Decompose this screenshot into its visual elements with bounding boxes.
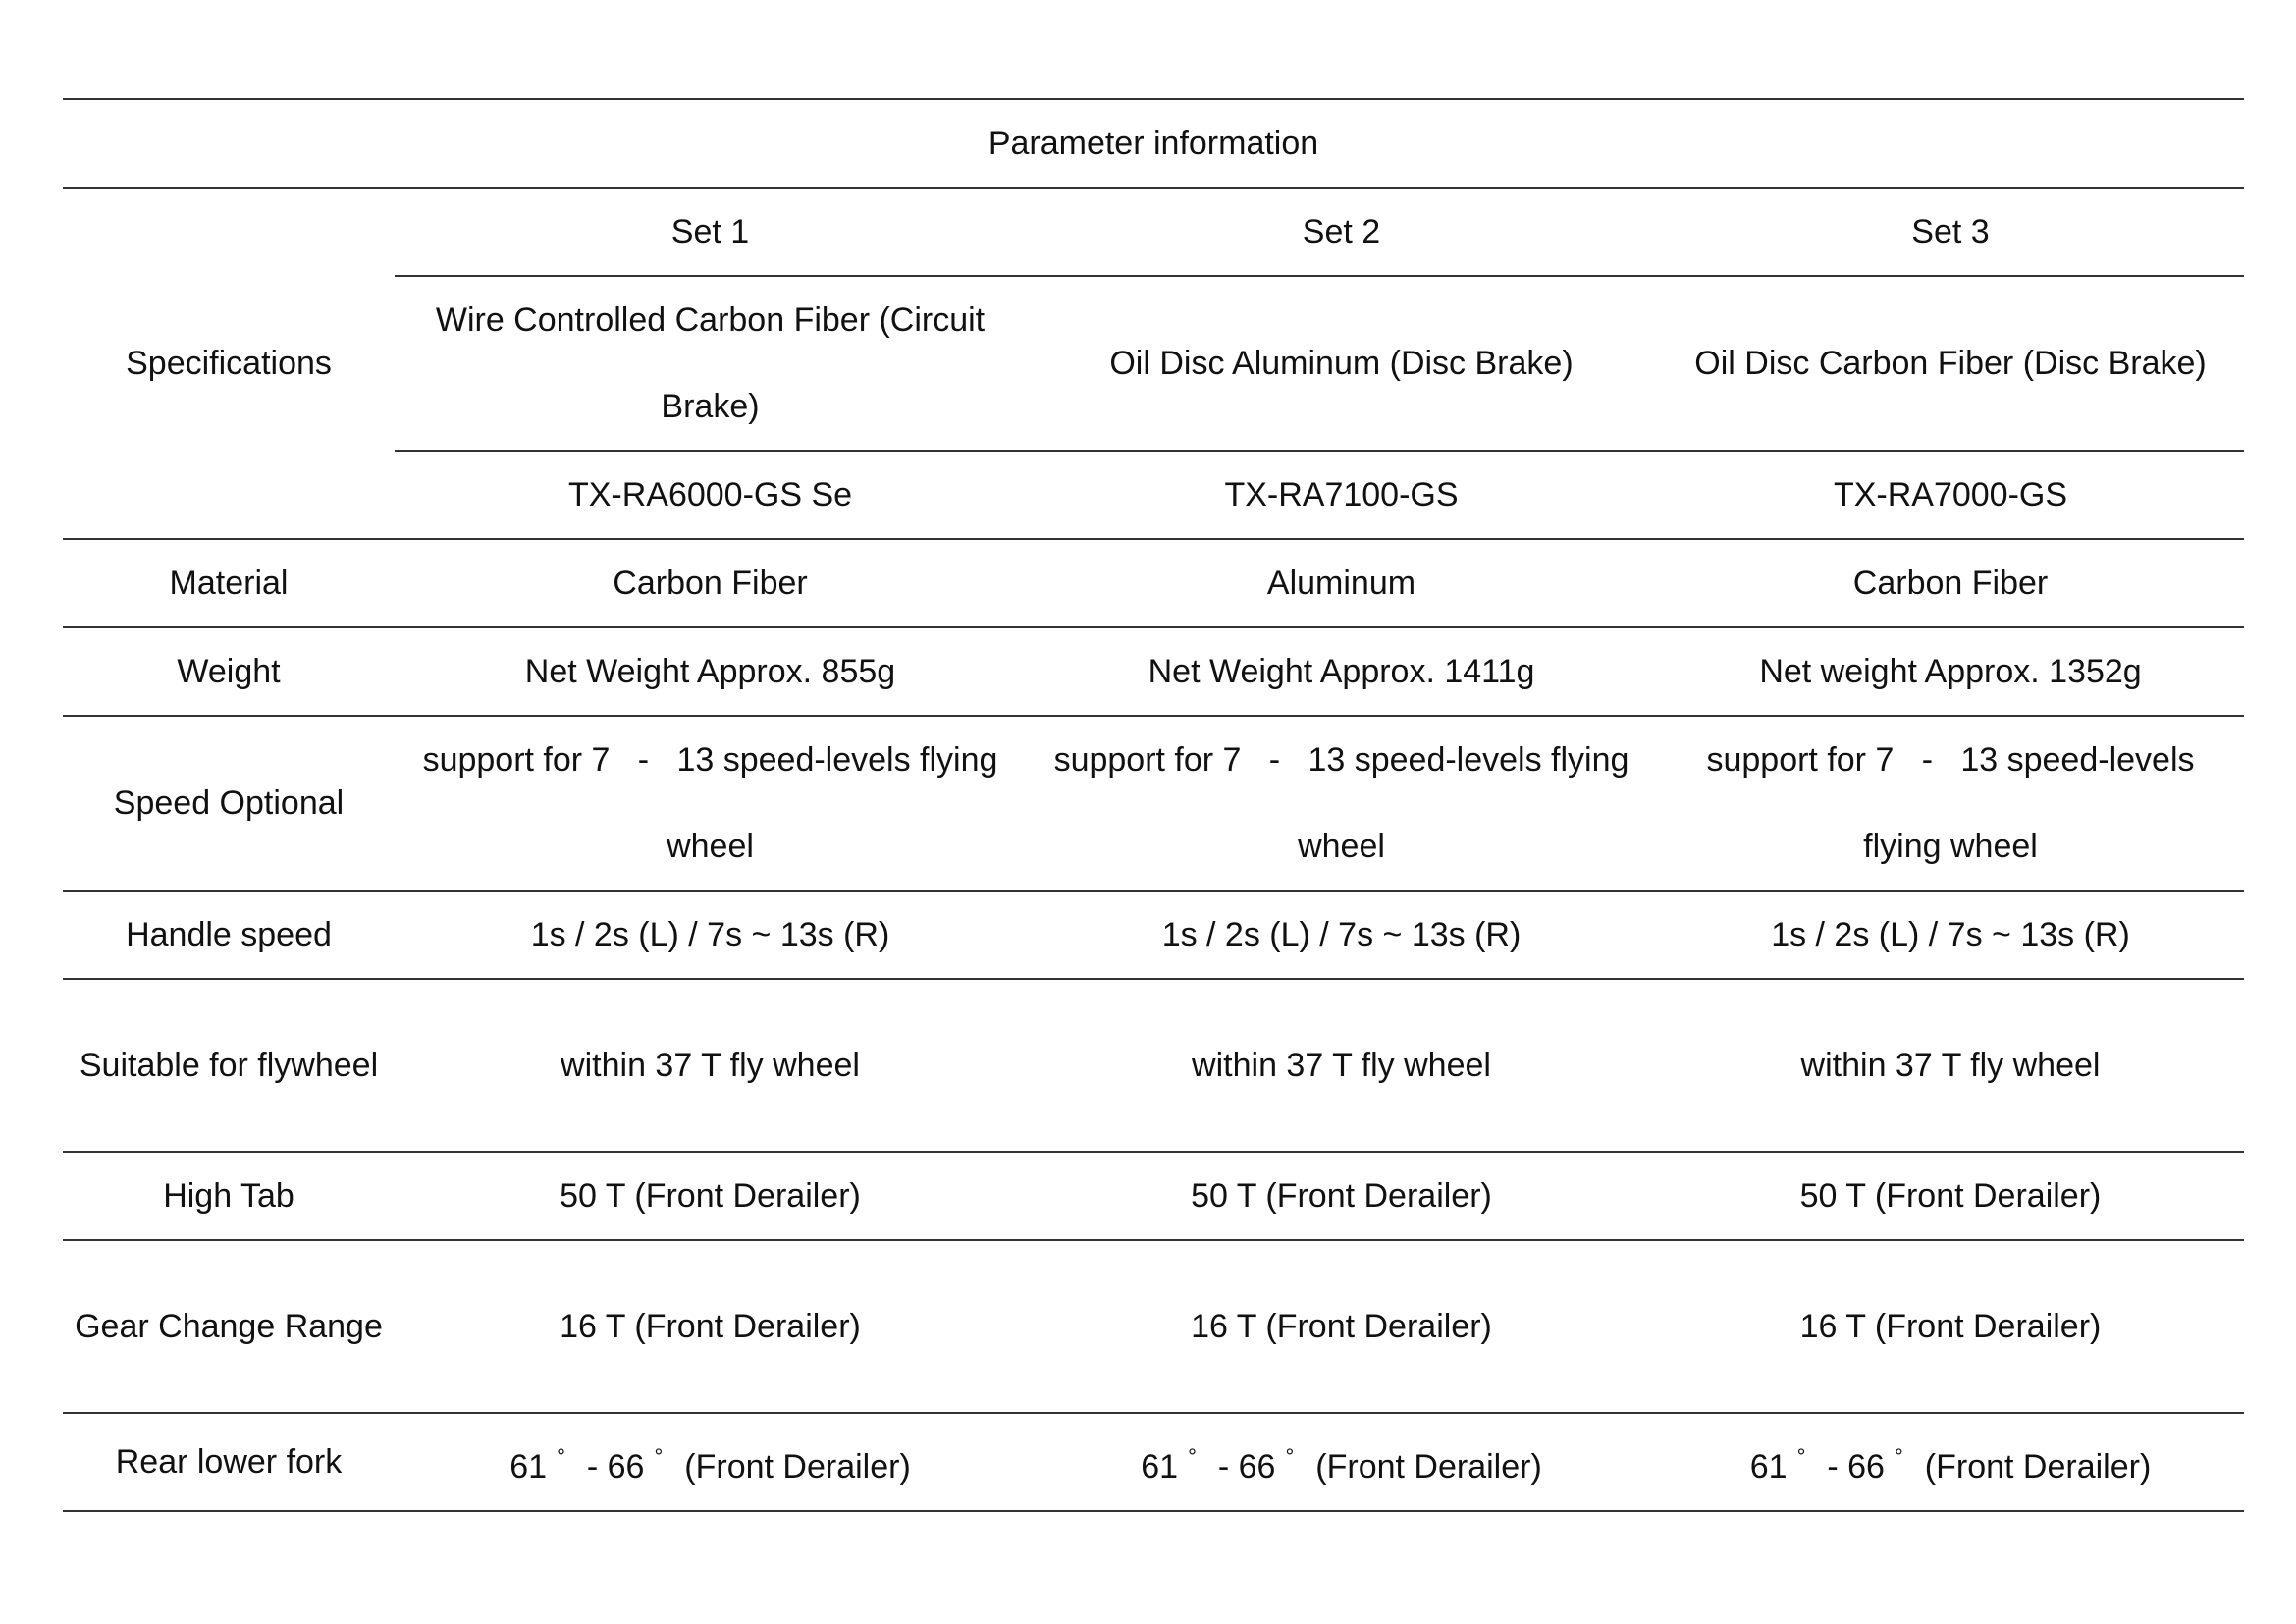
degree-symbol: ° (1894, 1444, 1903, 1469)
table-row (63, 979, 2244, 1152)
angle-to: - 66 (1827, 1448, 1885, 1486)
table-cell: Net Weight Approx. 855g (395, 627, 1026, 716)
table-cell: within 37 T fly wheel (1026, 979, 1657, 1152)
table-cell: Carbon Fiber (395, 539, 1026, 627)
table-cell (1026, 1413, 1657, 1511)
set-1-header: Set 1 (395, 188, 1026, 276)
row-label: Suitable for flywheel (63, 979, 395, 1152)
table-row (63, 1240, 2244, 1413)
table-cell: support for 7 - 13 speed-levels flying wheel (1026, 716, 1657, 891)
table-cell: 16 T (Front Derailer) (1026, 1240, 1657, 1413)
table-cell: Net weight Approx. 1352g (1657, 627, 2244, 716)
parameter-table (63, 98, 2244, 1512)
angle-from: 61 (509, 1448, 548, 1486)
set-3-header: Set 3 (1657, 188, 2244, 276)
table-cell: 50 T (Front Derailer) (1026, 1152, 1657, 1240)
table-cell: within 37 T fly wheel (1657, 979, 2244, 1152)
table-row (63, 539, 2244, 627)
table-row (63, 716, 2244, 891)
degree-symbol: ° (1188, 1444, 1197, 1469)
set-2-header: Set 2 (1026, 188, 1657, 276)
set-header-row (63, 188, 2244, 276)
spec-name-set-2: Oil Disc Aluminum (Disc Brake) (1026, 276, 1657, 451)
table-row (63, 1152, 2244, 1240)
table-cell: support for 7 - 13 speed-levels flying wheel (395, 716, 1026, 891)
row-label: Rear lower fork (63, 1413, 395, 1511)
table-title: Parameter information (63, 99, 2244, 188)
table-cell: Carbon Fiber (1657, 539, 2244, 627)
table-title-row (63, 99, 2244, 188)
spec-name-set-1: Wire Controlled Carbon Fiber (Circuit Brake) (395, 276, 1026, 451)
row-label: Weight (63, 627, 395, 716)
degree-symbol: ° (557, 1444, 565, 1469)
table-cell: 50 T (Front Derailer) (395, 1152, 1026, 1240)
angle-note: (Front Derailer) (1315, 1448, 1542, 1486)
angle-note: (Front Derailer) (684, 1448, 911, 1486)
table-cell: 16 T (Front Derailer) (395, 1240, 1026, 1413)
table-cell (1657, 1413, 2244, 1511)
model-set-3: TX-RA7000-GS (1657, 451, 2244, 539)
row-label: Speed Optional (63, 716, 395, 891)
table-cell: 1s / 2s (L) / 7s ~ 13s (R) (395, 891, 1026, 979)
row-label: Gear Change Range (63, 1240, 395, 1413)
degree-symbol: ° (1796, 1444, 1806, 1469)
angle-from: 61 (1141, 1448, 1179, 1486)
angle-note: (Front Derailer) (1924, 1448, 2152, 1486)
table-cell: 50 T (Front Derailer) (1657, 1152, 2244, 1240)
row-label: Material (63, 539, 395, 627)
degree-symbol: ° (654, 1444, 664, 1469)
table-cell: support for 7 - 13 speed-levels flying wheel (1657, 716, 2244, 891)
table-cell (395, 1413, 1026, 1511)
spec-name-set-3: Oil Disc Carbon Fiber (Disc Brake) (1657, 276, 2244, 451)
row-label: High Tab (63, 1152, 395, 1240)
table-cell: Aluminum (1026, 539, 1657, 627)
angle-from: 61 (1749, 1448, 1788, 1486)
degree-symbol: ° (1285, 1444, 1295, 1469)
model-set-1: TX-RA6000-GS Se (395, 451, 1026, 539)
angle-to: - 66 (1217, 1448, 1276, 1486)
specifications-label: Specifications (63, 188, 395, 539)
table-row (63, 627, 2244, 716)
table-cell: 16 T (Front Derailer) (1657, 1240, 2244, 1413)
table-cell: Net Weight Approx. 1411g (1026, 627, 1657, 716)
table-cell: 1s / 2s (L) / 7s ~ 13s (R) (1026, 891, 1657, 979)
table-cell: 1s / 2s (L) / 7s ~ 13s (R) (1657, 891, 2244, 979)
table-row (63, 1413, 2244, 1511)
row-label: Handle speed (63, 891, 395, 979)
model-set-2: TX-RA7100-GS (1026, 451, 1657, 539)
table-row (63, 891, 2244, 979)
table-cell: within 37 T fly wheel (395, 979, 1026, 1152)
angle-to: - 66 (586, 1448, 645, 1486)
